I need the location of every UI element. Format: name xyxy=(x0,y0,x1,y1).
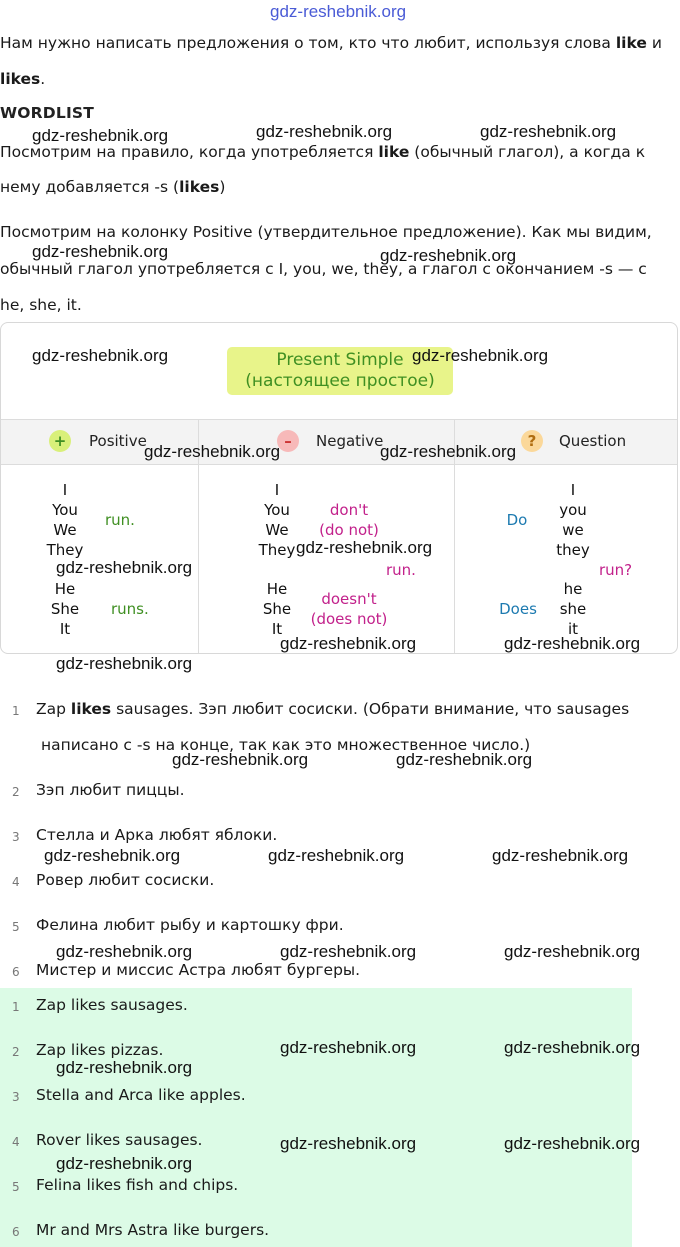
pronoun: it xyxy=(567,620,579,638)
answer-number: 2 xyxy=(12,1045,20,1059)
intro-line-1: Нам нужно написать предложения о том, кто что любит, используя слова like и xyxy=(0,34,662,52)
watermark: gdz-reshebnik.org xyxy=(504,942,641,961)
aux-dont: don't xyxy=(329,501,369,519)
note-line-3: he, she, it. xyxy=(0,296,82,314)
watermark: gdz-reshebnik.org xyxy=(268,846,405,865)
watermark: gdz-reshebnik.org xyxy=(56,654,193,673)
table-title: Present Simple xyxy=(276,350,404,370)
answer-text: Felina likes fish and chips. xyxy=(36,1176,239,1194)
answer-number: 5 xyxy=(12,1180,20,1194)
answer-number: 1 xyxy=(12,1000,20,1014)
watermark: gdz-reshebnik.org xyxy=(492,846,629,865)
answer-text: Stella and Arca like apples. xyxy=(36,1086,246,1104)
pronoun: We xyxy=(265,521,289,539)
watermark: gdz-reshebnik.org xyxy=(396,750,533,769)
pronoun: you xyxy=(559,501,587,519)
watermark: gdz-reshebnik.org xyxy=(56,1058,193,1077)
task-text: Стелла и Арка любят яблоки. xyxy=(36,826,278,844)
task-text: Фелина любит рыбу и картошку фри. xyxy=(36,916,344,934)
watermark: gdz-reshebnik.org xyxy=(296,538,433,557)
aux-does-not: (does not) xyxy=(310,610,388,628)
aux-doesnt: doesn't xyxy=(321,590,377,608)
answers-panel xyxy=(0,988,632,1247)
watermark: gdz-reshebnik.org xyxy=(504,1134,641,1153)
pronoun: they xyxy=(556,541,590,559)
pronoun: It xyxy=(59,620,71,638)
pronoun: I xyxy=(570,481,576,499)
negative-header: Negative xyxy=(316,432,384,450)
task-text: Мистер и миссис Астра любят бургеры. xyxy=(36,961,361,979)
task-number: 3 xyxy=(12,830,20,844)
task-number: 1 xyxy=(12,704,20,718)
pronoun: She xyxy=(262,600,292,618)
watermark: gdz-reshebnik.org xyxy=(280,1038,417,1057)
rule-line-1: Посмотрим на правило, когда употребляется like (обычный глагол), а когда к xyxy=(0,143,646,161)
verb-run: run. xyxy=(386,561,416,579)
task-number: 5 xyxy=(12,920,20,934)
pronoun: we xyxy=(562,521,584,539)
watermark: gdz-reshebnik.org xyxy=(56,558,193,577)
watermark: gdz-reshebnik.org xyxy=(280,942,417,961)
answer-text: Mr and Mrs Astra like burgers. xyxy=(36,1221,270,1239)
answer-text: Rover likes sausages. xyxy=(36,1131,203,1149)
pronoun: I xyxy=(274,481,280,499)
wordlist-heading: WORDLIST xyxy=(0,104,95,122)
watermark: gdz-reshebnik.org xyxy=(270,2,407,21)
task-text: Zap likes sausages. Зэп любит сосиски. (Обрати внимание, что sausages xyxy=(36,700,630,718)
answer-number: 3 xyxy=(12,1090,20,1104)
pronoun: They xyxy=(46,541,84,559)
watermark: gdz-reshebnik.org xyxy=(144,442,281,461)
watermark: gdz-reshebnik.org xyxy=(172,750,309,769)
task-number: 6 xyxy=(12,965,20,979)
aux-do: Do xyxy=(506,511,528,529)
minus-icon: – xyxy=(277,430,299,452)
task-text: Ровер любит сосиски. xyxy=(36,871,215,889)
task-number: 2 xyxy=(12,785,20,799)
watermark: gdz-reshebnik.org xyxy=(56,1154,193,1173)
watermark: gdz-reshebnik.org xyxy=(504,1038,641,1057)
pronoun: She xyxy=(50,600,80,618)
table-subtitle: (настоящее простое) xyxy=(245,371,435,391)
pronoun: It xyxy=(271,620,283,638)
answer-number: 6 xyxy=(12,1225,20,1239)
task-text-continuation: написано с -s на конце, так как это множественное число.) xyxy=(41,736,531,754)
watermark: gdz-reshebnik.org xyxy=(32,126,169,145)
watermark: gdz-reshebnik.org xyxy=(32,242,169,261)
verb-runs: runs. xyxy=(111,600,149,618)
answer-text: Zap likes sausages. xyxy=(36,996,188,1014)
watermark: gdz-reshebnik.org xyxy=(280,634,417,653)
task-number: 4 xyxy=(12,875,20,889)
pronoun: You xyxy=(264,501,290,519)
question-header: Question xyxy=(559,432,627,450)
aux-does: Does xyxy=(499,600,537,618)
watermark: gdz-reshebnik.org xyxy=(32,346,169,365)
plus-icon: + xyxy=(49,430,71,452)
watermark: gdz-reshebnik.org xyxy=(44,846,181,865)
watermark: gdz-reshebnik.org xyxy=(256,122,393,141)
pronoun: He xyxy=(54,580,76,598)
watermark: gdz-reshebnik.org xyxy=(380,442,517,461)
watermark: gdz-reshebnik.org xyxy=(56,942,193,961)
pronoun: You xyxy=(52,501,78,519)
aux-do-not: (do not) xyxy=(319,521,379,539)
rule-line-2: нему добавляется -s (likes) xyxy=(0,178,226,196)
note-line-2: обычный глагол употребляется с I, you, we, they, а глагол с окончанием -s — с xyxy=(0,260,647,278)
question-icon: ? xyxy=(521,430,543,452)
pronoun: We xyxy=(53,521,77,539)
pronoun: he xyxy=(563,580,583,598)
pronoun: They xyxy=(258,541,296,559)
answer-number: 4 xyxy=(12,1135,20,1149)
pronoun: she xyxy=(559,600,587,618)
answer-text: Zap likes pizzas. xyxy=(36,1041,164,1059)
watermark: gdz-reshebnik.org xyxy=(380,246,517,265)
watermark: gdz-reshebnik.org xyxy=(480,122,617,141)
positive-header: Positive xyxy=(89,432,147,450)
watermark: gdz-reshebnik.org xyxy=(280,1134,417,1153)
task-text: Зэп любит пиццы. xyxy=(36,781,185,799)
note-line-1: Посмотрим на колонку Positive (утвердительное предложение). Как мы видим, xyxy=(0,223,652,241)
verb-run: run. xyxy=(105,511,135,529)
verb-run-question: run? xyxy=(599,561,633,579)
watermark: gdz-reshebnik.org xyxy=(504,634,641,653)
present-simple-table xyxy=(0,322,678,654)
intro-line-2: likes. xyxy=(0,70,46,88)
watermark: gdz-reshebnik.org xyxy=(412,346,549,365)
pronoun: I xyxy=(62,481,68,499)
pronoun: He xyxy=(266,580,288,598)
